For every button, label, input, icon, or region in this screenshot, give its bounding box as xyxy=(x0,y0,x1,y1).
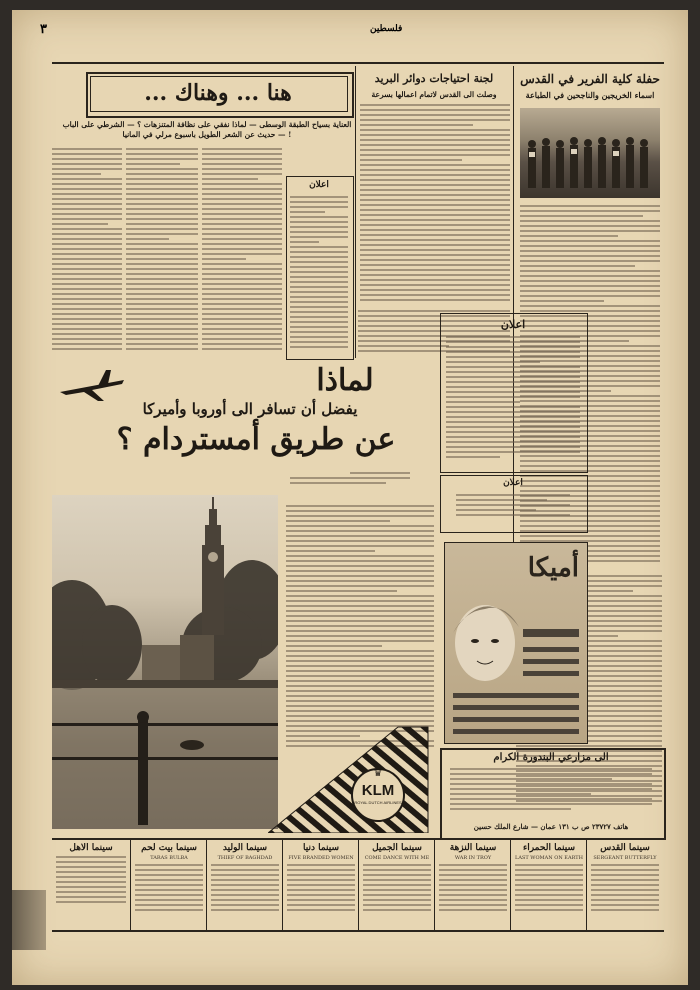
cinema-details xyxy=(56,856,126,906)
cinema-listing xyxy=(434,840,511,932)
notice-text-2 xyxy=(446,336,580,466)
cinema-details xyxy=(439,864,507,914)
notice-title-3: اعلان xyxy=(503,478,523,488)
farmers-ad-footer: هاتف ٢٣٧٢٧ ص ب ١٣١ عمان — شارع الملك حسين xyxy=(473,822,629,831)
klm-ad-question: لماذا xyxy=(316,363,374,398)
college-subhead: اسماء الخريجين والناجحين في الطباعة xyxy=(525,90,655,100)
scan-edge-artifact xyxy=(12,890,46,950)
cinema-film: COME DANCE WITH ME xyxy=(364,855,430,861)
cinema-listing xyxy=(282,840,359,932)
newspaper-name: فلسطين xyxy=(370,24,403,34)
cinema-name: سينما النزهة xyxy=(449,843,497,853)
cinema-name: سينما الاهل xyxy=(69,843,113,853)
klm-ad-line2: عن طريق أمستردام ؟ xyxy=(116,422,396,457)
magazine-cover-ad xyxy=(444,542,588,744)
cinema-listing xyxy=(52,840,130,932)
cinema-name: سينما القدس xyxy=(600,843,650,853)
cinema-details xyxy=(211,864,279,914)
cinema-name: سينما دنيا xyxy=(302,843,340,853)
farmers-ad-text xyxy=(450,768,652,818)
cinema-details xyxy=(135,864,203,914)
cinema-details xyxy=(515,864,583,914)
post-article-text xyxy=(360,104,510,304)
cinema-listing xyxy=(358,840,435,932)
masthead-rule xyxy=(52,62,664,64)
klm-logo-sub: ROYAL DUTCH AIRLINES xyxy=(354,800,402,805)
cinema-details xyxy=(591,864,659,914)
graduates-photo-figures xyxy=(520,108,660,198)
left-column-text xyxy=(202,148,282,358)
college-headline: حفلة كلية الفرير في القدس xyxy=(520,72,660,86)
cinema-name: سينما الحمراء xyxy=(522,843,575,853)
cinema-film: TARAS BULBA xyxy=(150,855,188,861)
klm-logo-text: KLM xyxy=(361,782,395,799)
klm-ad-line1: يفضل أن تسافر الى أوروبا وأميركا xyxy=(142,400,358,418)
crown-icon: ♛ xyxy=(373,768,383,779)
cinema-name: سينما بيت لحم xyxy=(141,843,197,853)
cinema-listing xyxy=(206,840,283,932)
left-column-text xyxy=(52,148,122,358)
graduates-photo xyxy=(520,108,660,198)
cinema-name: سينما الجميل xyxy=(372,843,422,853)
klm-ad-body-text xyxy=(286,505,434,755)
magazine-title: أميكا xyxy=(527,553,579,583)
notice-title-2: اعلان xyxy=(500,318,526,331)
here-there-teaser: العناية بسياح الطبقة الوسطى — لماذا نفقي على نظافة المتنزهات ؟ — الشرطي على الباب ! — حديث عن الشعر الطويل باسبوع مرلي في المانيا xyxy=(62,120,352,139)
magazine-cover-portrait xyxy=(445,543,587,743)
page-number: ٣ xyxy=(40,22,47,37)
cinema-listing xyxy=(130,840,207,932)
amsterdam-canal-photo xyxy=(52,495,278,829)
cinema-film: THIEF OF BAGHDAD xyxy=(217,855,273,861)
amsterdam-canal-photo-scene xyxy=(52,495,278,829)
notice-text-3 xyxy=(456,494,570,528)
klm-tail-graphic xyxy=(268,725,438,833)
cinema-details xyxy=(287,864,355,914)
cinema-name: سينما الوليد xyxy=(222,843,268,853)
cinema-film: FIVE BRANDED WOMEN xyxy=(288,855,354,861)
notice-text-1 xyxy=(290,196,348,354)
cinema-listing xyxy=(510,840,587,932)
farmers-ad-title: الى مزارعي البندورة الكرام xyxy=(493,752,609,763)
post-subhead: وصلت الى القدس لاتمام اعمالها بسرعة xyxy=(371,90,497,99)
cinema-listing xyxy=(586,840,663,932)
cinema-details xyxy=(363,864,431,914)
notice-title-1: اعلان xyxy=(309,180,329,190)
klm-ad-byline xyxy=(290,472,410,494)
left-column-text xyxy=(126,148,198,358)
cinema-film: WAR IN TROY xyxy=(454,855,492,861)
airplane-icon xyxy=(58,368,128,402)
column-rule xyxy=(355,66,356,358)
cinema-film: LAST WOMAN ON EARTH xyxy=(515,855,583,861)
here-there-title: هنا ... وهناك ... xyxy=(144,80,292,106)
post-headline: لجنة احتياجات دوائر البريد xyxy=(374,72,494,85)
cinema-film: SERGEANT BUTTERFLY xyxy=(593,855,657,861)
